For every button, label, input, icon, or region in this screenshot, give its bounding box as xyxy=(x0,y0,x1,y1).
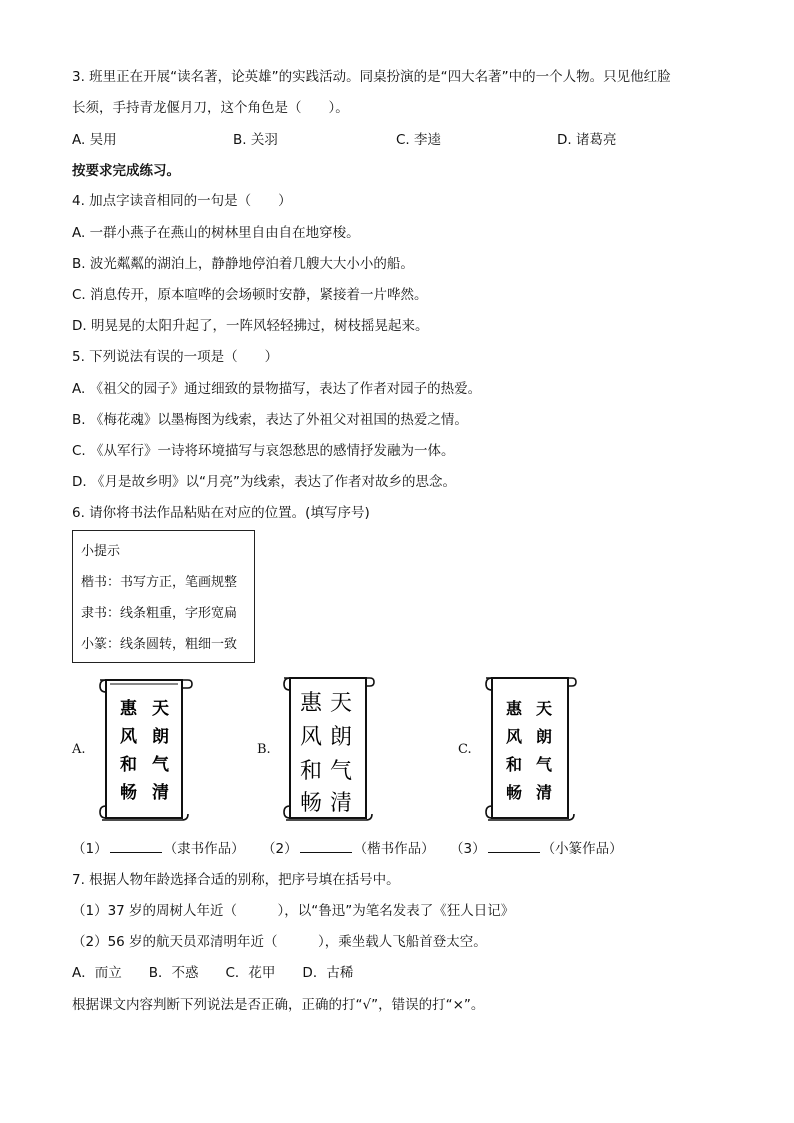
scroll-c-char-r2: 气 xyxy=(536,755,553,774)
scroll-b-char-l0: 惠 xyxy=(300,691,323,716)
scroll-b-letter: B. xyxy=(257,742,271,757)
fill-3-blank[interactable] xyxy=(488,840,540,853)
scroll-b-char-l1: 风 xyxy=(300,725,323,750)
q3-option-d: D. 诸葛亮 xyxy=(557,132,617,148)
q3-option-a: A. 吴用 xyxy=(72,132,117,148)
q5-option-a: A. 《祖父的园子》通过细致的景物描写，表达了作者对园子的热爱。 xyxy=(72,381,482,397)
q4-option-b: B. 波光粼粼的湖泊上，静静地停泊着几艘大大小小的船。 xyxy=(72,256,414,272)
tips-title: 小提示 xyxy=(81,544,121,559)
scroll-a-char-r3: 清 xyxy=(152,783,169,803)
scroll-c-char-l0: 惠 xyxy=(506,699,523,718)
q5-stem: 5. 下列说法有误的一项是（ ） xyxy=(72,349,279,365)
scroll-b xyxy=(276,670,376,828)
scroll-c-char-l1: 风 xyxy=(506,727,523,746)
q7-item-2: （2）56 岁的航天员邓清明年近（ ），乘坐载人飞船首登太空。 xyxy=(72,934,487,950)
section-heading: 按要求完成练习。 xyxy=(72,163,180,179)
tips-box xyxy=(72,530,255,663)
scroll-c-char-l2: 和 xyxy=(506,755,523,774)
scroll-c-char-r3: 清 xyxy=(536,783,553,802)
scroll-a-char-r0: 天 xyxy=(152,699,169,719)
q5-option-d: D. 《月是故乡明》以“月亮”为线索，表达了作者对故乡的思念。 xyxy=(72,474,456,490)
q7-stem: 7. 根据人物年龄选择合适的别称，把序号填在括号中。 xyxy=(72,872,400,888)
q5-option-c: C. 《从军行》一诗将环境描写与哀怨愁思的感情抒发融为一体。 xyxy=(72,443,455,459)
q3-option-b: B. 关羽 xyxy=(233,132,278,148)
q6-stem: 6. 请你将书法作品粘贴在对应的位置。(填写序号) xyxy=(72,505,370,521)
q4-stem: 4. 加点字读音相同的一句是（ ） xyxy=(72,193,292,209)
tip-kaishu: 楷书：书写方正，笔画规整 xyxy=(81,575,238,590)
scroll-a-char-r1: 朗 xyxy=(152,727,169,747)
scroll-b-char-r1: 朗 xyxy=(330,725,353,750)
fill-3-num: （3） xyxy=(450,841,486,857)
fill-1-num: （1） xyxy=(72,841,108,857)
scroll-b-char-l2: 和 xyxy=(300,759,323,784)
fill-1-label: （隶书作品） xyxy=(163,841,245,857)
fill-2-blank[interactable] xyxy=(300,840,352,853)
fill-3 xyxy=(450,840,623,858)
scroll-a-char-l0: 惠 xyxy=(120,699,137,719)
scroll-c-char-r1: 朗 xyxy=(536,727,553,746)
scroll-b-char-l3: 畅 xyxy=(300,791,323,816)
scroll-c-char-r0: 天 xyxy=(536,699,553,718)
scroll-a-char-l2: 和 xyxy=(120,755,137,775)
scroll-a-char-l3: 畅 xyxy=(120,783,137,803)
fill-2-num: （2） xyxy=(262,841,298,857)
tip-xiaozhuan: 小篆：线条圆转，粗细一致 xyxy=(81,637,238,652)
q3-option-c: C. 李逵 xyxy=(396,132,442,148)
scroll-c-char-l3: 畅 xyxy=(506,783,523,802)
scroll-b-char-r3: 清 xyxy=(330,791,353,816)
fill-2 xyxy=(262,840,435,858)
q3-stem-line1: 3. 班里正在开展“读名著，论英雄”的实践活动。同桌扮演的是“四大名著”中的一个人物。只见他红脸 xyxy=(72,69,671,85)
scroll-c-letter: C. xyxy=(458,742,472,757)
q7-item-1: （1）37 岁的周树人年近（ ），以“鲁迅”为笔名发表了《狂人日记》 xyxy=(72,903,515,919)
q4-option-a: A. 一群小燕子在燕山的树林里自由自在地穿梭。 xyxy=(72,225,360,241)
q3-stem-line2: 长须，手持青龙偃月刀，这个角色是（ ）。 xyxy=(72,100,349,116)
tip-lishu: 隶书：线条粗重，字形宽扁 xyxy=(81,606,238,621)
scroll-a-letter: A. xyxy=(72,742,86,757)
scroll-b-char-r0: 天 xyxy=(330,691,353,716)
fill-1-blank[interactable] xyxy=(110,840,162,853)
scroll-a xyxy=(92,672,194,828)
scroll-c xyxy=(478,670,578,828)
q5-option-b: B. 《梅花魂》以墨梅图为线索，表达了外祖父对祖国的热爱之情。 xyxy=(72,412,468,428)
q4-option-c: C. 消息传开，原本喧哗的会场顿时安静，紧接着一片哗然。 xyxy=(72,287,428,303)
scroll-a-char-r2: 气 xyxy=(152,755,169,775)
scroll-b-char-r2: 气 xyxy=(330,759,353,784)
judge-instruction: 根据课文内容判断下列说法是否正确，正确的打“√”，错误的打“×”。 xyxy=(72,997,485,1013)
q4-option-d: D. 明晃晃的太阳升起了，一阵风轻轻拂过，树枝摇晃起来。 xyxy=(72,318,429,334)
scroll-a-char-l1: 风 xyxy=(120,727,137,747)
fill-1 xyxy=(72,840,245,858)
fill-3-label: （小篆作品） xyxy=(541,841,623,857)
fill-2-label: （楷书作品） xyxy=(353,841,435,857)
q7-choices: A．而立 B．不惑 C．花甲 D．古稀 xyxy=(72,965,354,981)
